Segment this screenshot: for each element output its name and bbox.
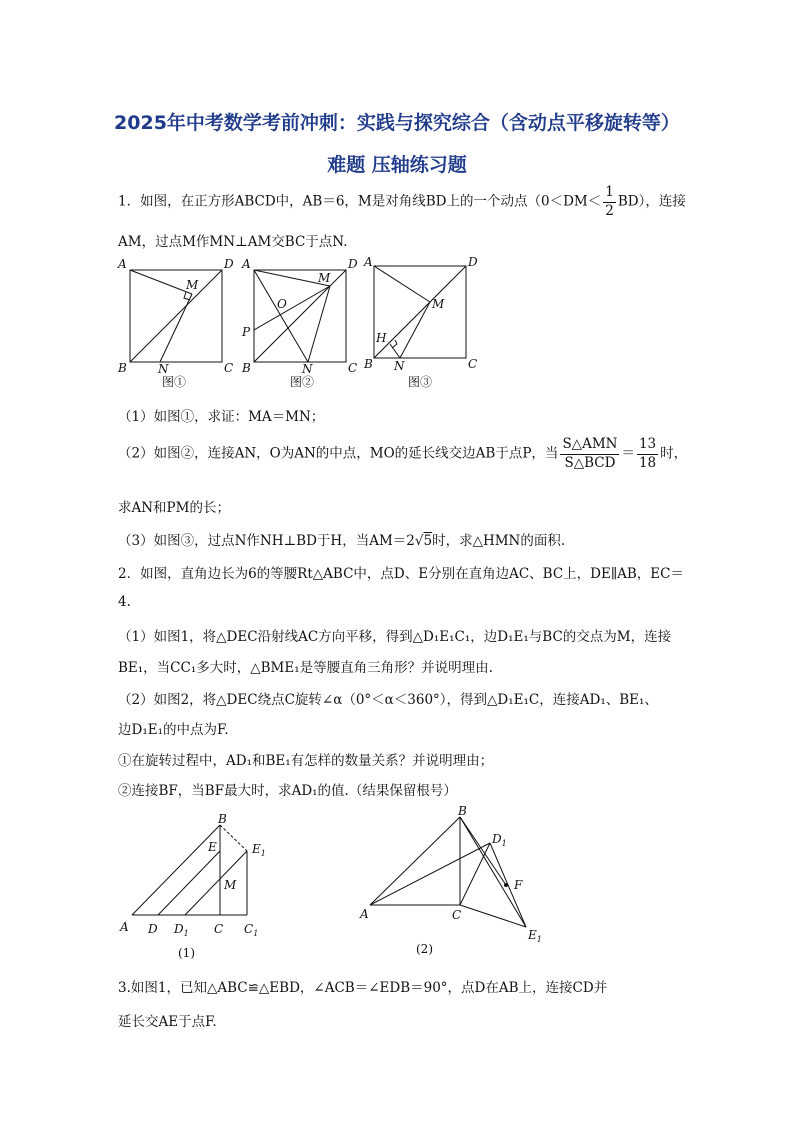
p3-intro-b: 延长交AE于点F. <box>118 1014 217 1030</box>
p2-intro-b: 4. <box>118 594 131 610</box>
svg-text:C: C <box>214 922 224 936</box>
svg-text:D: D <box>468 255 478 269</box>
svg-text:N: N <box>394 359 405 373</box>
p1-q2-rden: 18 <box>638 454 657 471</box>
svg-text:D: D <box>348 257 358 271</box>
p1-q2-c: 求AN和PM的长； <box>118 500 230 516</box>
p1-q2-area-frac <box>560 438 619 470</box>
svg-text:P: P <box>242 325 251 339</box>
p1-q3-a: （3）如图③，过点N作NH⊥BD于H，当AM＝2 <box>118 533 415 549</box>
p1-fig3-caption: 图③ <box>408 375 433 389</box>
svg-text:M: M <box>432 297 445 311</box>
svg-text:B: B <box>364 357 373 371</box>
svg-text:A: A <box>364 255 373 269</box>
p1-q2-den: S△BCD <box>564 454 616 471</box>
svg-text:E1: $E_1$ <box>252 842 266 858</box>
p2-fig2-point-F <box>504 883 508 887</box>
p2-fig2-AB <box>370 817 460 905</box>
p1-q2-num: S△AMN <box>560 438 619 455</box>
label-C: C <box>224 361 234 375</box>
svg-text:H: H <box>376 331 387 345</box>
label-D: D <box>224 257 234 271</box>
p1-frac-num: 1 <box>603 186 616 203</box>
label-N: N <box>158 362 169 376</box>
svg-text:E: E <box>208 840 217 854</box>
page-title-line1: 2025年中考数学考前冲刺：实践与探究综合（含动点平移旋转等） <box>114 112 680 134</box>
svg-text:M: M <box>318 271 331 285</box>
p1-fig3-MN <box>400 302 430 358</box>
p1-fig1-AM <box>130 270 192 294</box>
p1-frac-den: 2 <box>605 202 614 219</box>
p1-intro-c: AM，过点M作MN⊥AM交BC于点N. <box>118 234 348 250</box>
p1-q2-a: （2）如图②，连接AN，O为AN的中点，MO的延长线交边AB于点P，当 <box>118 445 559 462</box>
p1-fig3-AM <box>374 266 430 302</box>
p2-q2-b: 边D₁E₁的中点为F. <box>118 722 229 738</box>
p1-intro-b: BD），连接 <box>617 193 686 210</box>
svg-text:C: C <box>348 361 358 375</box>
label-A: A <box>118 257 127 271</box>
p1-fraction <box>603 186 616 218</box>
p1-q2-line <box>118 438 687 470</box>
p1-fig3-BD <box>374 266 466 358</box>
svg-text:C: C <box>468 357 478 371</box>
svg-text:C: C <box>452 908 462 922</box>
svg-text:C1: $C_1$ <box>244 922 259 938</box>
p1-intro-line1 <box>118 186 686 218</box>
svg-text:B: B <box>242 361 251 375</box>
p2-q1-b: BE₁，当CC₁多大时，△BME₁是等腰直角三角形？并说明理由. <box>118 660 493 676</box>
p1-q3-root: 5 <box>423 533 433 549</box>
p2-sub1: ①在旋转过程中，AD₁和BE₁有怎样的数量关系？并说明理由； <box>118 753 494 769</box>
p2-q2-a: （2）如图2，将△DEC绕点C旋转∠α（0°＜α＜360°），得到△D₁E₁C，连接AD₁、BE₁、 <box>118 692 658 708</box>
p2-fig1-D1E1 <box>185 851 247 915</box>
p1-fig3-rightangle <box>392 340 397 348</box>
p1-q3-line <box>118 529 565 549</box>
p1-fig3 <box>374 266 466 358</box>
p2-q1-a: （1）如图1，将△DEC沿射线AC方向平移，得到△D₁E₁C₁，边D₁E₁与BC的交点为M，连接 <box>118 629 672 645</box>
p1-q2-rnum: 13 <box>637 438 658 455</box>
svg-text:O: O <box>277 297 287 311</box>
svg-text:M: M <box>224 878 237 892</box>
p2-fig1-BE1 <box>220 825 247 851</box>
p1-q2-b: 时， <box>660 445 688 462</box>
p1-q2-eq: ＝ <box>621 445 635 462</box>
p1-q1: （1）如图①，求证：MA＝MN； <box>118 409 325 425</box>
p2-fig1-caption: (1) <box>178 946 195 960</box>
label-M: M <box>186 278 199 292</box>
page-title-line2: 难题 压轴练习题 <box>327 154 467 176</box>
label-B: B <box>118 361 127 375</box>
p2-figures <box>112 805 572 965</box>
svg-text:D1: $D_1$ <box>174 922 189 938</box>
p2-sub2: ②连接BF，当BF最大时，求AD₁的值.（结果保留根号） <box>118 783 457 799</box>
svg-text:D: D <box>148 922 158 936</box>
p1-fig2-caption: 图② <box>290 375 315 389</box>
svg-text:B: B <box>218 812 227 826</box>
p2-fig1 <box>132 825 247 915</box>
p1-figures <box>112 252 492 392</box>
p2-fig2-BF <box>460 817 506 885</box>
p1-fig2 <box>254 270 346 362</box>
p2-fig2-CD1 <box>460 843 490 905</box>
p1-fig1-BD <box>130 270 222 362</box>
svg-text:E1: $E_1$ <box>528 928 542 944</box>
svg-text:A: A <box>242 257 251 271</box>
p2-fig1-DE <box>158 851 220 915</box>
p2-fig2-AD1 <box>370 843 490 905</box>
p1-q3-b: 时，求△HMN的面积. <box>432 533 566 549</box>
p1-fig1-caption: 图① <box>162 375 187 389</box>
svg-text:A: A <box>120 920 129 934</box>
sqrt-icon: √ <box>414 533 424 549</box>
p1-intro-a: 1．如图，在正方形ABCD中，AB＝6，M是对角线BD上的一个动点（0＜DM＜ <box>118 193 602 210</box>
p1-q2-ratio-frac <box>637 438 658 470</box>
p2-intro-a: 2．如图，直角边长为6的等腰Rt△ABC中，点D、E分别在直角边AC、BC上，DE∥AB，EC＝ <box>118 566 684 582</box>
p1-fig1-MN <box>160 294 192 362</box>
svg-text:B: B <box>458 805 467 818</box>
p2-fig2-CE1 <box>460 905 526 927</box>
svg-text:A: A <box>360 907 369 921</box>
p1-fig1 <box>130 270 222 362</box>
p2-fig2 <box>370 817 526 927</box>
svg-text:D1: $D_1$ <box>492 832 507 848</box>
p2-fig1-AB <box>132 825 220 915</box>
p2-fig2-caption: (2) <box>416 942 433 956</box>
svg-text:F: F <box>514 878 523 892</box>
svg-text:N: N <box>302 362 313 376</box>
p3-intro-a: 3.如图1，已知△ABC≌△EBD，∠ACB＝∠EDB＝90°，点D在AB上，连接CD并 <box>118 980 608 996</box>
